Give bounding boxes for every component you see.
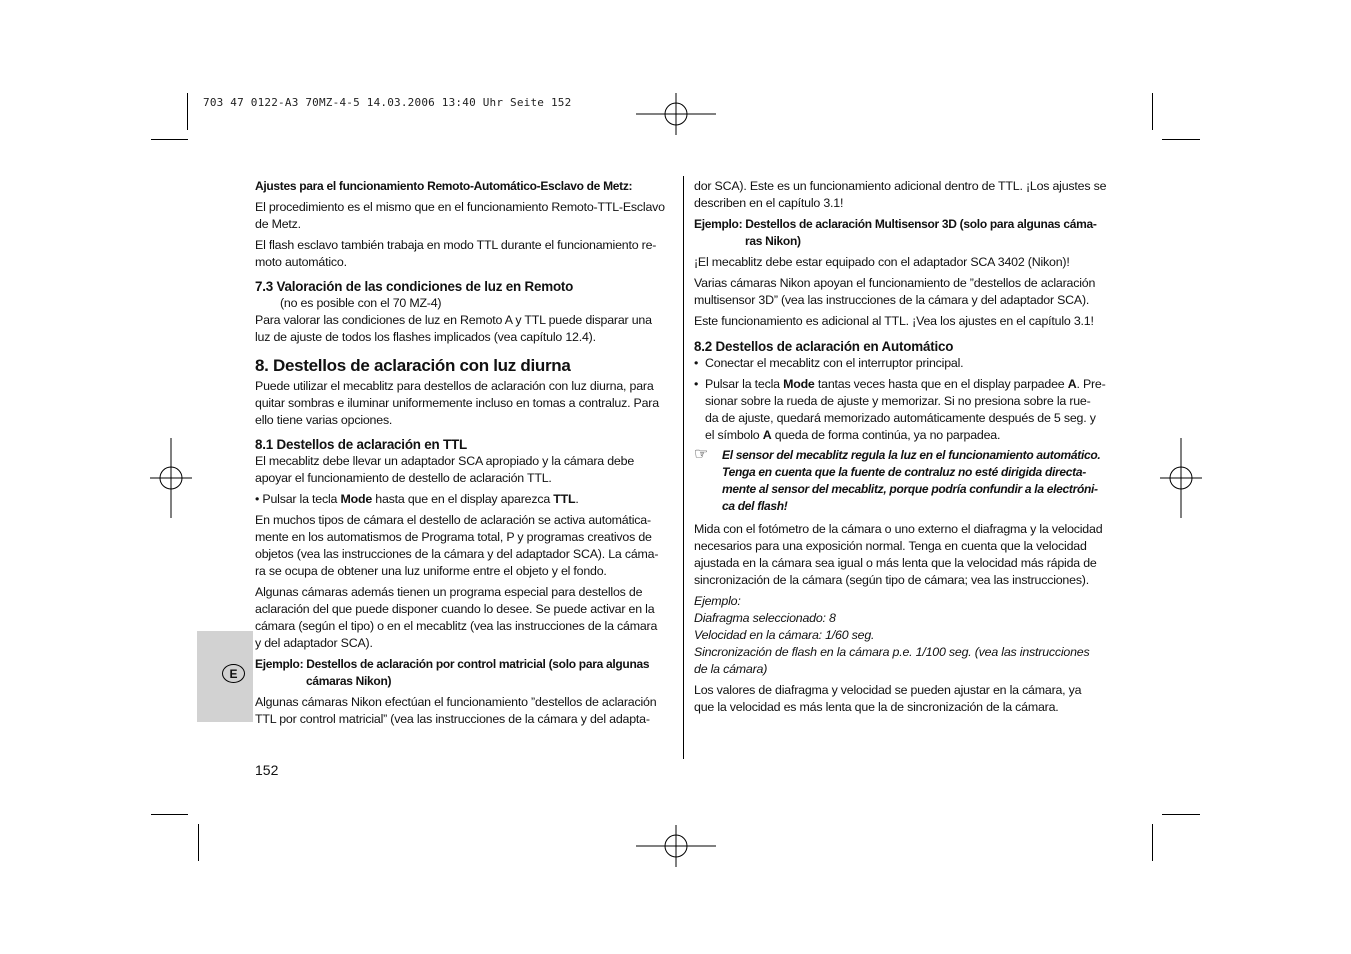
crop-mark-br-horizontal [1162, 814, 1200, 815]
right-column [694, 178, 1124, 716]
section-8-2-heading: 8.2 Destellos de aclaración en Automático [694, 339, 954, 354]
remote-paragraph-1: El procedimiento es el mismo que en el funcionamiento Remoto-TTL-Esclavo de Metz. [255, 200, 665, 231]
section-8-2-bullet-1: • Conectar el mecablitz con el interruptor principal. [694, 356, 964, 370]
remote-heading: Ajustes para el funcionamiento Remoto-Automático-Esclavo de Metz: [255, 179, 633, 193]
registration-mark-left [150, 438, 192, 518]
crop-mark-tr-horizontal [1162, 139, 1200, 140]
page-number: 152 [255, 762, 279, 778]
section-8-1-bullet: • Pulsar la tecla Mode hasta que en el display aparezca TTL. [255, 492, 579, 506]
remote-paragraph-2: El flash esclavo también trabaja en modo TTL durante el funcionamiento re- moto automático. [255, 238, 657, 269]
right-paragraph-5: Los valores de diafragma y velocidad se pueden ajustar en la cámara, ya que la velocidad es más lenta que la de sincronización de la cámara. [694, 683, 1082, 714]
column-divider [683, 176, 684, 759]
left-column [255, 178, 680, 728]
section-7-3-heading: 7.3 Valoración de las condiciones de luz en Remoto [255, 279, 574, 294]
language-badge: E [222, 664, 245, 683]
crop-mark-bl-vertical [198, 824, 199, 861]
example-settings: Ejemplo: Diafragma seleccionado: 8 Velocidad en la cámara: 1/60 seg. Sincronización de flash en la cámara p.e. 1/100 seg. (vea las instrucciones de la cámara) [694, 594, 1090, 676]
crop-mark-tl-horizontal [151, 139, 188, 140]
example-matrix-heading: Ejemplo: Destellos de aclaración por control matricial (solo para algunas cámaras Nikon) [255, 657, 650, 688]
registration-mark-bottom [636, 825, 716, 867]
right-paragraph-1: ¡El mecablitz debe estar equipado con el adaptador SCA 3402 (Nikon)! [694, 255, 1070, 269]
section-8-heading: 8. Destellos de aclaración con luz diurna [255, 356, 571, 375]
crop-mark-bl-horizontal [151, 814, 188, 815]
registration-mark-right [1160, 438, 1202, 518]
section-8-1-heading: 8.1 Destellos de aclaración en TTL [255, 437, 467, 452]
section-8-1-paragraph-2: En muchos tipos de cámara el destello de aclaración se activa automática- mente en los automatismos de Programa total, P y programas creativos de objetos (vea las instrucciones de la cámara y del adaptador SCA). La cáma- ra se ocupa de obtener una luz uniforme entre el objeto y el fondo. [255, 513, 659, 578]
section-7-3-note: (no es posible con el 70 MZ-4) [280, 296, 442, 310]
right-paragraph-4: Mida con el fotómetro de la cámara o uno externo el diafragma y la velocidad necesarios para una exposición normal. Tenga en cuenta que la velocidad ajustada en la cámara sea igual o más lenta que la velocidad más rápida de sincronización de la cámara (según tipo de cámara; vea las instrucciones). [694, 522, 1103, 587]
section-8-2-bullet-2: • Pulsar la tecla Mode tantas veces hasta que en el display parpadee A. Pre- sionar sobre la rueda de ajuste y memorizar. Si no presiona sobre la rue- da de ajuste, quedará memorizado automáticamente después de 5 seg. y el símbolo A queda de forma continúa, ya no parpadea. [694, 377, 1106, 442]
continued-paragraph: dor SCA). Este es un funcionamiento adicional dentro de TTL. ¡Los ajustes se describen en el capítulo 3.1! [694, 179, 1107, 210]
sensor-note: ☞ El sensor del mecablitz regula la luz en el funcionamiento automático. Tenga en cuenta que la fuente de contraluz no esté dirigida directa- mente al sensor del mecablitz, porque podría confundir a la electróni- ca del flash! [694, 446, 1101, 513]
pointing-hand-icon: ☞ [694, 446, 709, 463]
crop-mark-br-vertical [1152, 824, 1153, 861]
registration-mark-top [636, 93, 716, 135]
print-header: 703 47 0122-A3 70MZ-4-5 14.03.2006 13:40 Uhr Seite 152 [203, 96, 572, 109]
section-8-1-paragraph-1: El mecablitz debe llevar un adaptador SCA apropiado y la cámara debe apoyar el funcionamiento de destello de aclaración TTL. [255, 454, 635, 485]
section-7-3-paragraph: Para valorar las condiciones de luz en Remoto A y TTL puede disparar una luz de ajuste de todos los flashes implicados (vea capítulo 12.4). [255, 313, 652, 344]
right-paragraph-2: Varias cámaras Nikon apoyan el funcionamiento de ”destellos de aclaración multisensor 3D” (vea las instrucciones de la cámara y del adaptador SCA). [694, 276, 1096, 307]
section-8-paragraph: Puede utilizar el mecablitz para destellos de aclaración con luz diurna, para quitar sombras e iluminar uniformemente incluso en tomas a contraluz. Para ello tiene varias opciones. [255, 379, 659, 427]
right-paragraph-3: Este funcionamiento es adicional al TTL. ¡Vea los ajustes en el capítulo 3.1! [694, 314, 1094, 328]
section-8-1-paragraph-3: Algunas cámaras además tienen un programa especial para destellos de aclaración del que puede disponer cuando lo desee. Se puede activar en la cámara (según el tipo) o en el mecablitz (vea las instrucciones de la cámara y del adaptador SCA). [255, 585, 658, 650]
crop-mark-tl-vertical [187, 93, 188, 130]
example-matrix-paragraph: Algunas cámaras Nikon efectúan el funcionamiento ”destellos de aclaración TTL por control matricial” (vea las instrucciones de la cámara y del adapta- [255, 695, 657, 726]
crop-mark-tr-vertical [1152, 93, 1153, 130]
example-3d-heading: Ejemplo: Destellos de aclaración Multisensor 3D (solo para algunas cáma- ras Nikon) [694, 217, 1097, 248]
